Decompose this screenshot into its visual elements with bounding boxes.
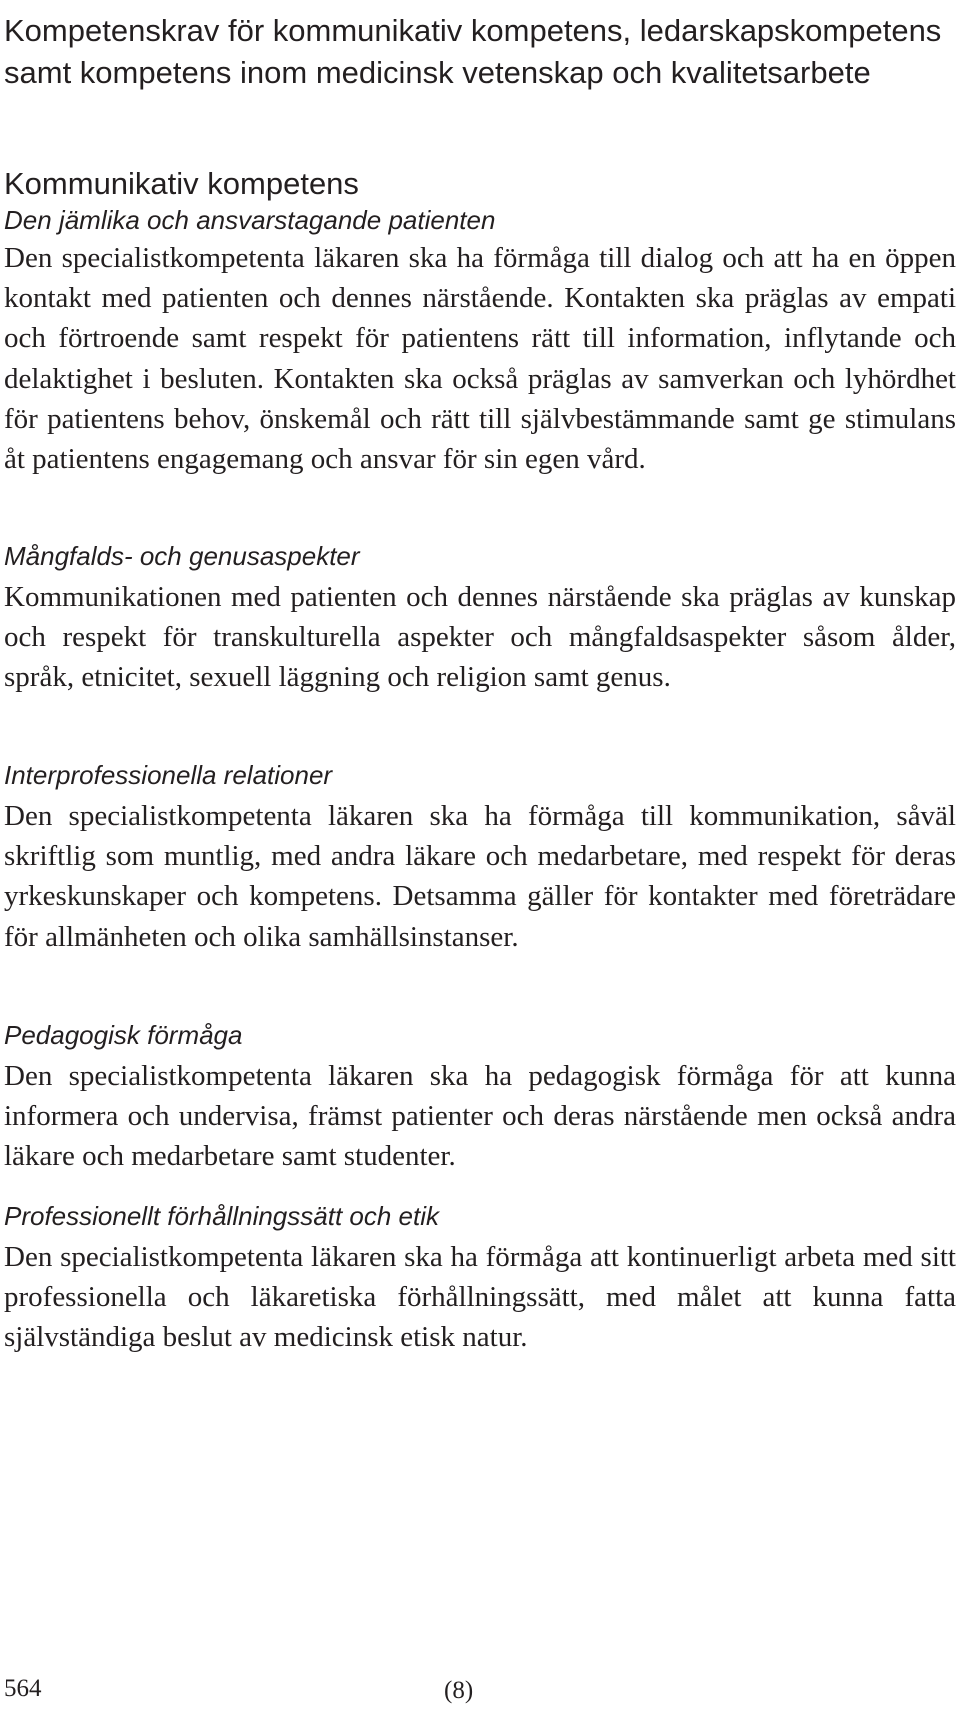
subsection-heading: Den jämlika och ansvarstagande patienten (4, 205, 496, 235)
page-title: Kompetenskrav för kommunikativ kompetens, ledarskapskompetens samt kompetens inom medicinsk vetenskap och kvalitetsarbete (4, 13, 942, 90)
section-title: Kommunikativ kompetens (4, 166, 359, 201)
page-number: 564 (4, 1675, 42, 1702)
subsection-text: Den specialistkompetenta läkaren ska ha förmåga till kommunikation, såväl skriftlig som muntlig, med andra läkare och medarbetare, med respekt för deras yrkeskunskaper och kompetens. Detsamma gäller för kontakter med företrädare för allmänheten och olika samhällsinstanser. (4, 800, 956, 953)
subsection-heading: Mångfalds- och genusaspekter (4, 541, 360, 571)
subsection-heading: Professionellt förhållningssätt och etik (4, 1201, 440, 1231)
subsection-text: Den specialistkompetenta läkaren ska ha förmåga att kontinuerligt arbeta med sitt professionella och läkaretiska förhållningssätt, med målet att kunna fatta självständiga beslut av medicinsk etisk natur. (4, 1241, 956, 1354)
subsection-heading: Interprofessionella relationer (4, 760, 333, 790)
subsection-text: Kommunikationen med patienten och dennes närstående ska präglas av kunskap och respekt för transkulturella aspekter och mångfaldsaspekter såsom ålder, språk, etnicitet, sexuell läggning och religion samt genus. (4, 581, 956, 694)
subsection-heading: Pedagogisk förmåga (4, 1020, 243, 1050)
subsection-text: Den specialistkompetenta läkaren ska ha pedagogisk förmåga för att kunna informera och undervisa, främst patienter och deras närstående men också andra läkare och medarbetare samt studenter. (4, 1060, 956, 1173)
document-page (4, 0, 956, 1720)
sheet-number: (8) (444, 1677, 474, 1704)
subsection-text: Den specialistkompetenta läkaren ska ha förmåga till dialog och att ha en öppen kontakt med patienten och dennes närstående. Kontakten ska präglas av empati och förtroende samt respekt för patientens rätt till information, inflytande och delaktighet i besluten. Kontakten ska också präglas av samverkan och lyhördhet för patientens behov, önskemål och rätt till självbestämmande samt ge stimulans åt patientens engagemang och ansvar för sin egen vård. (4, 242, 956, 476)
